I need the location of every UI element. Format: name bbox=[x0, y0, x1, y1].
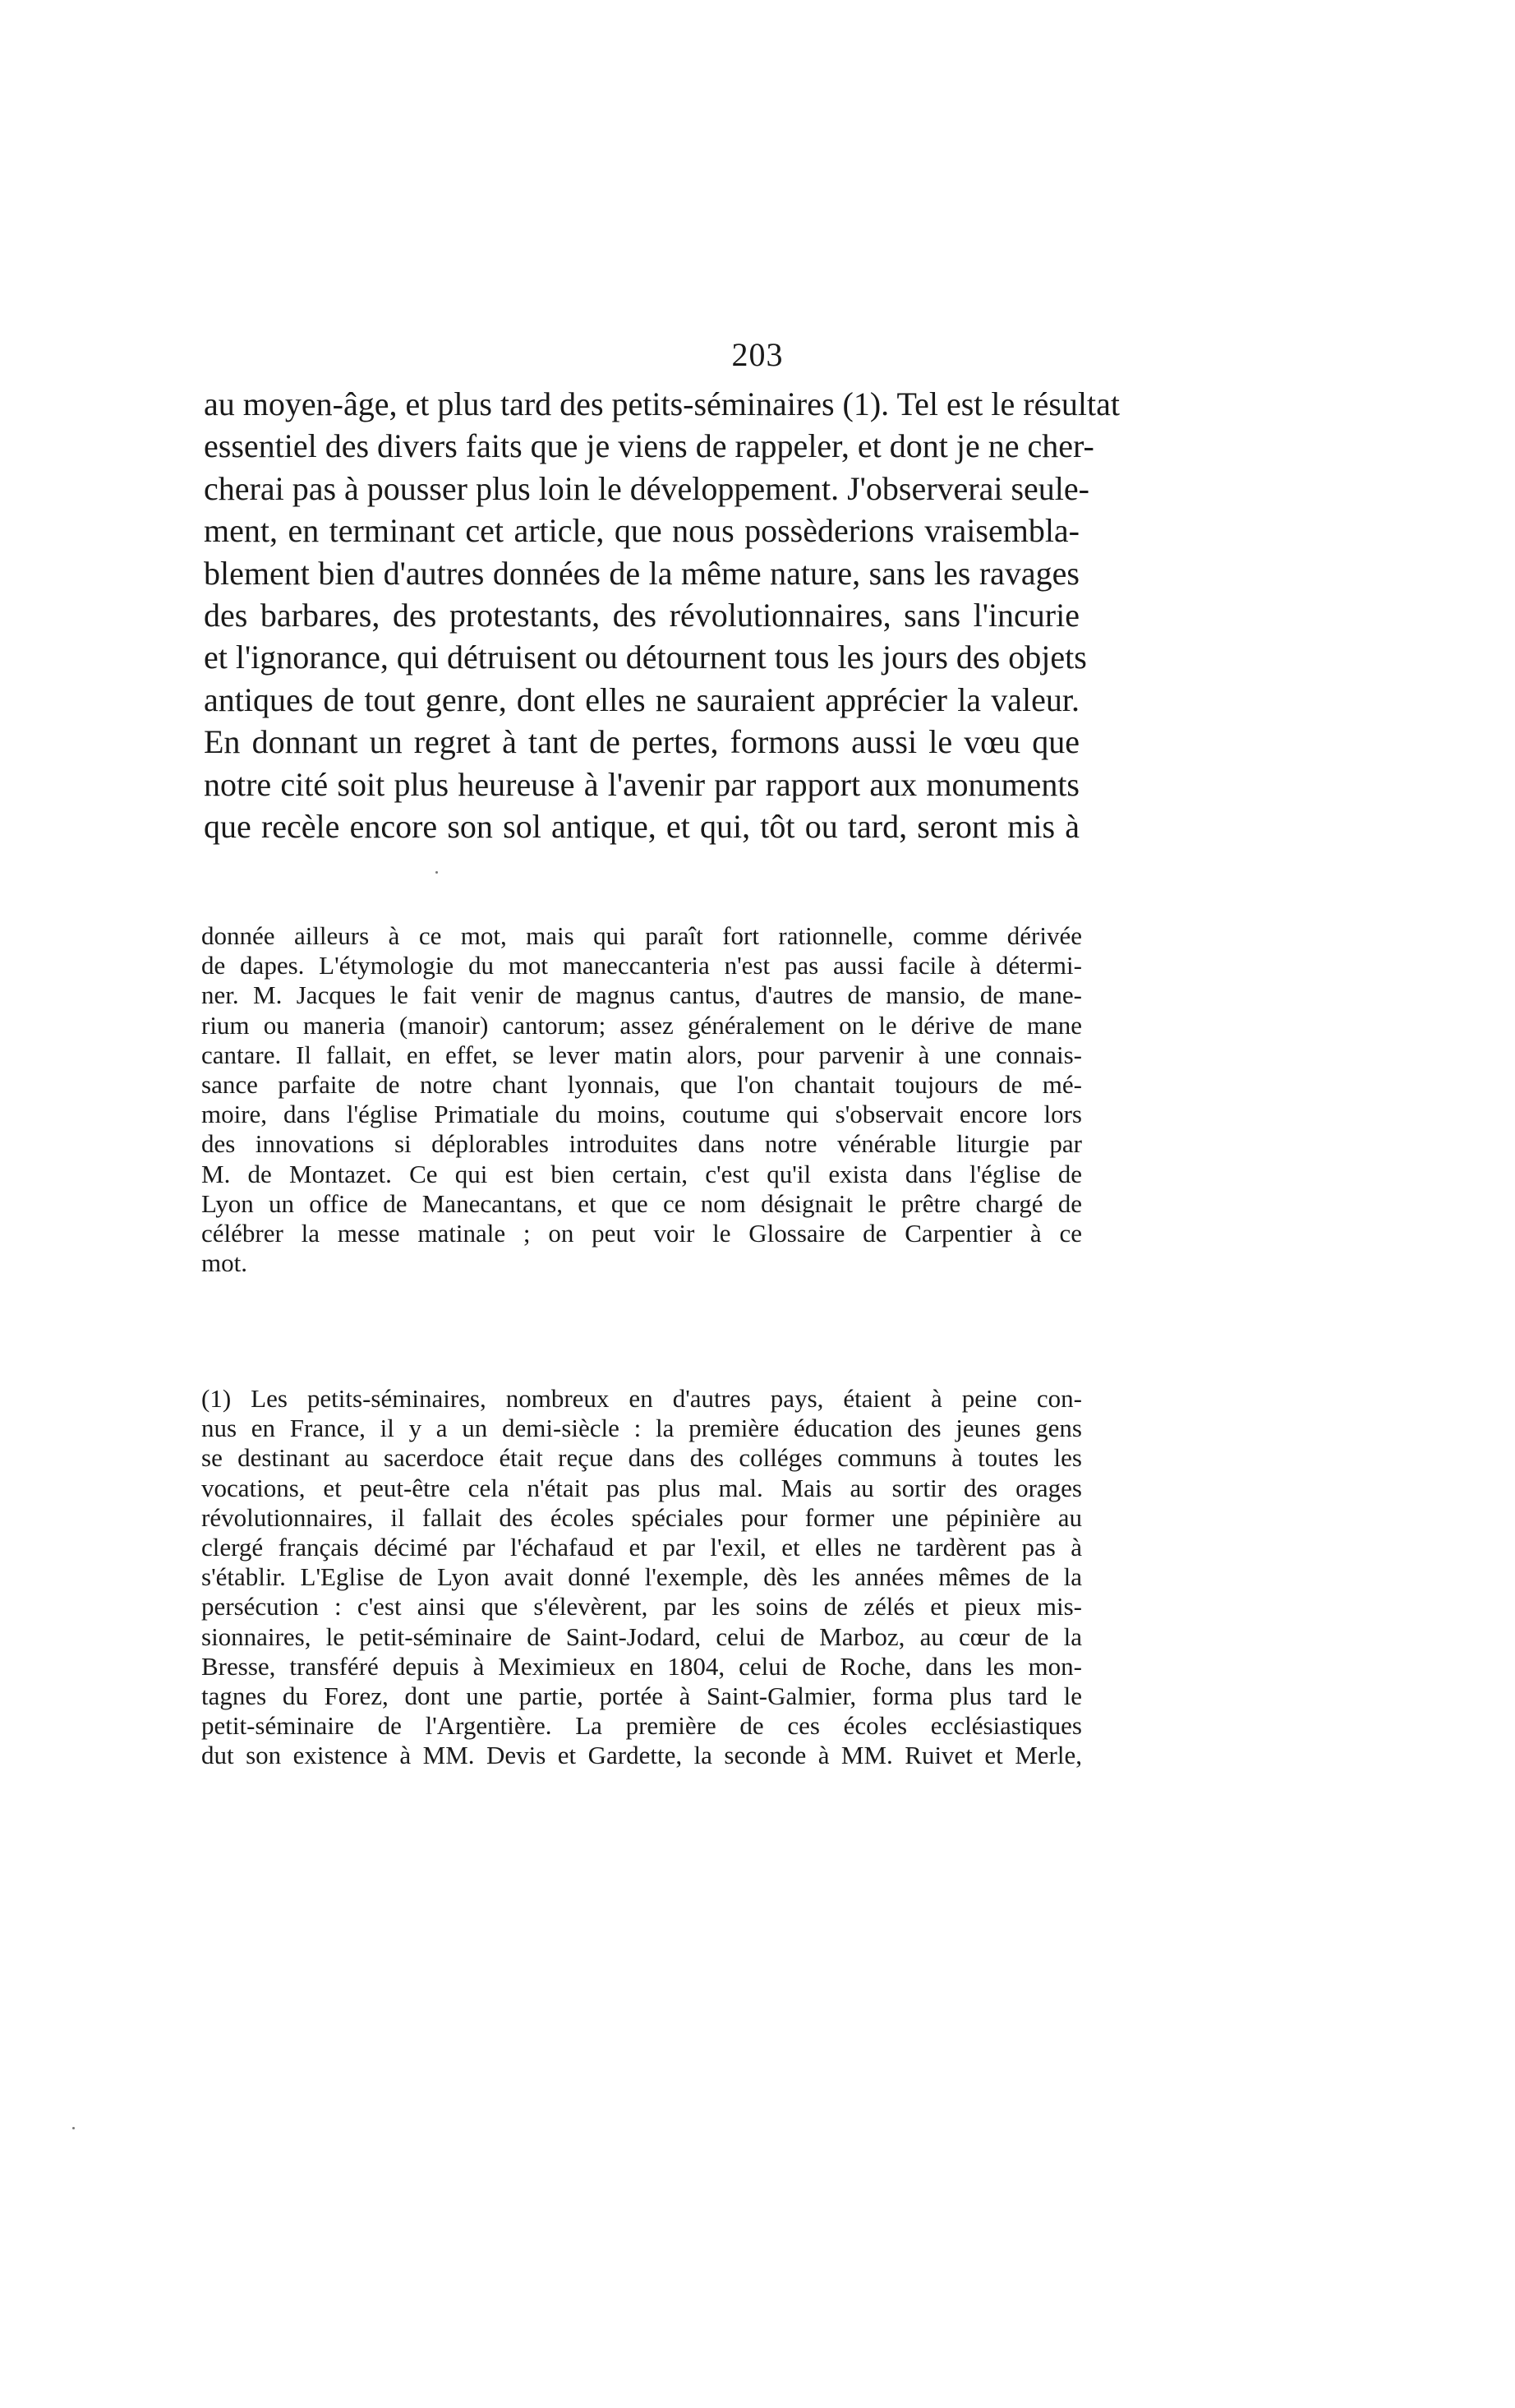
page-number: 203 bbox=[731, 336, 784, 373]
footnote-line: tagnes du Forez, dont une partie, portée à Saint-Galmier, forma plus tard le bbox=[201, 1681, 1082, 1711]
footnote-line: Lyon un office de Manecantans, et que ce nom désignait le prêtre chargé de bbox=[201, 1188, 1082, 1218]
footnote-line: (1) Les petits-séminaires, nombreux en d'autres pays, étaient à peine con- bbox=[201, 1384, 1082, 1413]
main-line: que recèle encore son sol antique, et qui, tôt ou tard, seront mis à bbox=[204, 808, 1080, 846]
main-line: antiques de tout genre, dont elles ne sauraient apprécier la valeur. bbox=[204, 680, 1080, 718]
main-line: et l'ignorance, qui détruisent ou détournent tous les jours des objets bbox=[204, 639, 1087, 676]
footnote-line: ner. M. Jacques le fait venir de magnus cantus, d'autres de mansio, de mane- bbox=[201, 980, 1082, 1010]
footnote-line: de dapes. L'étymologie du mot maneccanteria n'est pas aussi facile à détermi- bbox=[201, 951, 1082, 980]
main-line: notre cité soit plus heureuse à l'avenir par rapport aux monuments bbox=[204, 765, 1080, 803]
footnote-continued bbox=[201, 921, 1082, 1278]
main-text bbox=[204, 383, 1120, 847]
footnote-line: rium ou maneria (manoir) cantorum; assez généralement on le dérive de mane bbox=[201, 1010, 1082, 1040]
footnote-line: persécution : c'est ainsi que s'élevèrent, par les soins de zélés et pieux mis- bbox=[201, 1592, 1082, 1621]
footnote-line: cantare. Il fallait, en effet, se lever matin alors, pour parvenir à une connais- bbox=[201, 1040, 1082, 1069]
footnote-line: M. de Montazet. Ce qui est bien certain, c'est qu'il exista dans l'église de bbox=[201, 1159, 1082, 1188]
main-line: essentiel des divers faits que je viens de rappeler, et dont je ne cher- bbox=[204, 427, 1094, 465]
footnote-line: Bresse, transféré depuis à Meximieux en 1804, celui de Roche, dans les mon- bbox=[201, 1651, 1082, 1681]
main-line: ment, en terminant cet article, que nous possèderions vraisembla- bbox=[204, 512, 1080, 550]
footnote-line: se destinant au sacerdoce était reçue dans des colléges communs à toutes les bbox=[201, 1443, 1082, 1473]
footnote-line: dut son existence à MM. Devis et Gardette, la seconde à MM. Ruivet et Merle, bbox=[201, 1741, 1082, 1770]
footnote-1 bbox=[201, 1384, 1082, 1771]
footnote-line: vocations, et peut-être cela n'était pas plus mal. Mais au sortir des orages bbox=[201, 1473, 1082, 1502]
main-line: au moyen-âge, et plus tard des petits-séminaires (1). Tel est le résultat bbox=[204, 385, 1120, 422]
main-line: des barbares, des protestants, des révolutionnaires, sans l'incurie bbox=[204, 597, 1080, 634]
footnote-line: nus en France, il y a un demi-siècle : la première éducation des jeunes gens bbox=[201, 1414, 1082, 1443]
footnote-line: sionnaires, le petit-séminaire de Saint-Jodard, celui de Marboz, au cœur de la bbox=[201, 1621, 1082, 1651]
footnote-line: s'établir. L'Eglise de Lyon avait donné l'exemple, dès les années mêmes de la bbox=[201, 1562, 1082, 1592]
paper-speck bbox=[435, 871, 438, 874]
footnote-line: petit-séminaire de l'Argentière. La première de ces écoles ecclésiastiques bbox=[201, 1711, 1082, 1741]
footnote-line: sance parfaite de notre chant lyonnais, que l'on chantait toujours de mé- bbox=[201, 1070, 1082, 1100]
footnote-line: mot. bbox=[201, 1248, 247, 1278]
footnote-line: moire, dans l'église Primatiale du moins, coutume qui s'observait encore lors bbox=[201, 1100, 1082, 1129]
footnote-line: donnée ailleurs à ce mot, mais qui paraît fort rationnelle, comme dérivée bbox=[201, 921, 1082, 950]
footnote-line: des innovations si déplorables introduites dans notre vénérable liturgie par bbox=[201, 1129, 1082, 1159]
main-line: blement bien d'autres données de la même nature, sans les ravages bbox=[204, 554, 1080, 592]
paper-speck bbox=[72, 2127, 75, 2129]
footnote-line: clergé français décimé par l'échafaud et par l'exil, et elles ne tardèrent pas à bbox=[201, 1533, 1082, 1562]
main-line: En donnant un regret à tant de pertes, formons aussi le vœu que bbox=[204, 723, 1080, 761]
main-line: cherai pas à pousser plus loin le développement. J'observerai seule- bbox=[204, 469, 1089, 507]
footnote-line: révolutionnaires, il fallait des écoles spéciales pour former une pépinière au bbox=[201, 1502, 1082, 1532]
footnote-line: célébrer la messe matinale ; on peut voir le Glossaire de Carpentier à ce bbox=[201, 1219, 1082, 1248]
